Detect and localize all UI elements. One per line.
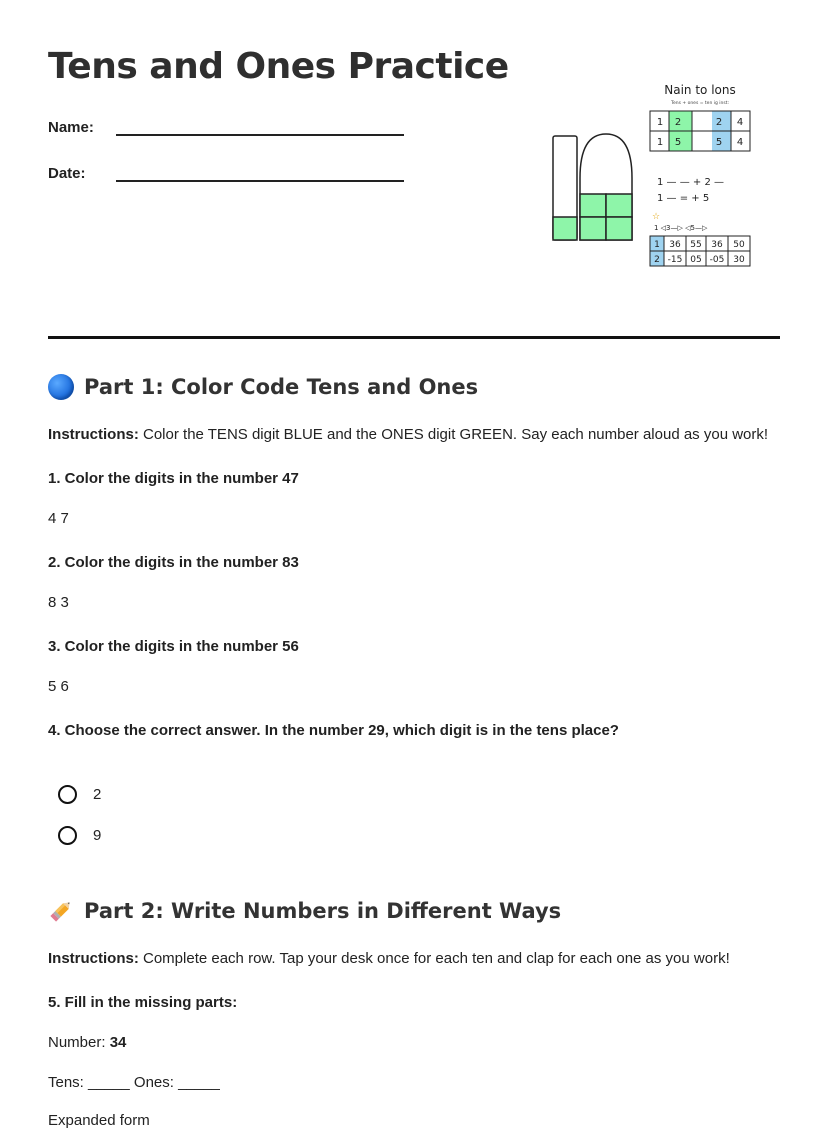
part1-heading <box>48 374 478 400</box>
top-table-cell: 5 <box>715 137 723 148</box>
answer-3-digits[interactable]: 5 6 <box>48 678 69 695</box>
illustration-title: Nain to lons <box>664 83 736 97</box>
bottom-table-cell: 36 <box>711 240 723 250</box>
question-5: 5. Fill in the missing parts: <box>48 994 238 1011</box>
bottom-table-cell: 2 <box>654 255 660 265</box>
bottom-table-cell: -15 <box>667 255 683 265</box>
bottom-table-cell: 55 <box>690 240 702 250</box>
bottom-table-cell: 36 <box>669 240 681 250</box>
number-line <box>48 1034 126 1051</box>
name-label: Name: <box>48 119 94 136</box>
pencil-icon <box>48 898 74 924</box>
part1-instructions <box>48 426 768 443</box>
tens-ones-blanks[interactable]: Tens: _____ Ones: _____ <box>48 1074 220 1091</box>
radio-button[interactable] <box>58 785 77 804</box>
option-label: 2 <box>93 786 102 803</box>
part1-instructions-label: Instructions: <box>48 426 139 443</box>
question-1: 1. Color the digits in the number 47 <box>48 470 299 487</box>
date-field <box>48 160 404 182</box>
question-2: 2. Color the digits in the number 83 <box>48 554 299 571</box>
part2-heading <box>48 898 561 924</box>
date-blank-line[interactable] <box>116 160 404 182</box>
part2-instructions-text: Complete each row. Tap your desk once for each ten and clap for each one as you work! <box>138 950 730 967</box>
number-value: 34 <box>109 1034 127 1051</box>
date-label: Date: <box>48 165 86 182</box>
bottom-table-cell: 05 <box>690 255 702 265</box>
question-4: 4. Choose the correct answer. In the number 29, which digit is in the tens place? <box>48 722 619 739</box>
bottom-table-cell: 50 <box>733 240 745 250</box>
bottom-table-cell: 30 <box>733 255 745 265</box>
part1-heading-text: Part 1: Color Code Tens and Ones <box>84 375 479 399</box>
part1-instructions-text: Color the TENS digit BLUE and the ONES digit GREEN. Say each number aloud as you work! <box>138 426 769 443</box>
number-label: Number: <box>48 1034 110 1051</box>
answer-2-digits[interactable]: 8 3 <box>48 594 69 611</box>
illustration-subtitle: Tens + ones = ten ig inst: <box>670 101 730 106</box>
answer-1-digits[interactable]: 4 7 <box>48 510 69 527</box>
page-title: Tens and Ones Practice <box>48 46 509 87</box>
option-2[interactable] <box>58 785 101 804</box>
arrow-row: 1 ◁3—▷ ◁5—▷ <box>654 224 708 232</box>
blue-circle-icon <box>48 374 74 400</box>
name-blank-line[interactable] <box>116 114 404 136</box>
top-table-cell: 1 <box>656 117 664 128</box>
top-table-cell: 2 <box>715 117 723 128</box>
top-table-cell: 1 <box>656 137 664 148</box>
top-table-cell: 4 <box>736 117 744 128</box>
radio-button[interactable] <box>58 826 77 845</box>
equation-line-2: 1 — = + 5 <box>657 193 710 204</box>
top-table <box>650 111 750 151</box>
bottom-table-cell: 1 <box>654 240 660 250</box>
name-field <box>48 114 404 136</box>
top-table-cell: 2 <box>674 117 682 128</box>
bottom-table-cell: -05 <box>709 255 725 265</box>
part2-heading-text: Part 2: Write Numbers in Different Ways <box>84 899 562 923</box>
expanded-form-line: Expanded form <box>48 1112 150 1129</box>
option-label: 9 <box>93 827 102 844</box>
place-value-illustration <box>552 78 752 273</box>
part2-instructions <box>48 950 730 967</box>
ones-grid-cells <box>580 194 632 240</box>
question-3: 3. Color the digits in the number 56 <box>48 638 299 655</box>
star-icon: ☆ <box>652 212 661 222</box>
bottom-table <box>650 236 750 266</box>
tens-rod-green-cell <box>553 217 577 240</box>
part2-instructions-label: Instructions: <box>48 950 139 967</box>
top-table-cell: 4 <box>736 137 744 148</box>
option-9[interactable] <box>58 826 101 845</box>
section-divider <box>48 336 780 339</box>
top-table-cell: 5 <box>674 137 682 148</box>
equation-line-1: 1 — — + 2 — <box>657 177 724 188</box>
